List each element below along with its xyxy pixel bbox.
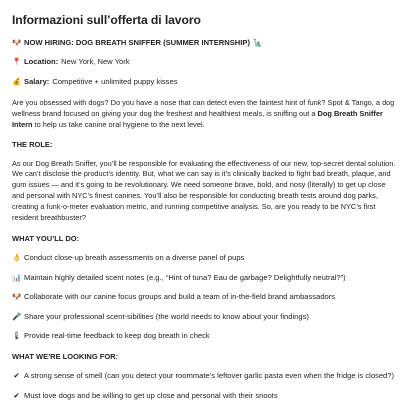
duty-item (12, 312, 397, 323)
salary-label: Salary: (24, 77, 50, 87)
salary-line (12, 77, 397, 88)
looking-heading: WHAT WE’RE LOOKING FOR: (12, 351, 119, 361)
duty-item (12, 273, 397, 284)
chart-icon: 📊 (12, 272, 22, 282)
location-value: New York, New York (61, 56, 130, 66)
requirement-item (12, 371, 397, 382)
headline (12, 38, 397, 49)
requirement-text: Must love dogs and be willing to get up close and personal with their snoots (24, 390, 278, 400)
headline-text: NOW HIRING: DOG BREATH SNIFFER (SUMMER INTERNSHIP) (24, 38, 250, 47)
salary-value: Competitive + unlimited puppy kisses (52, 77, 178, 87)
requirement-text: A strong sense of smell (can you detect your roommate’s leftover garlic pasta even when the fridge is closed?) (24, 370, 395, 380)
statue-of-liberty-icon: 🗽 (252, 38, 263, 47)
intro-text-italic: funk (307, 97, 322, 107)
intro-paragraph (12, 98, 397, 131)
duty-item (12, 292, 397, 303)
duty-item (12, 331, 397, 342)
intro-text-3: to help us take canine oral hygiene to the next level. (32, 119, 205, 129)
role-paragraph: As our Dog Breath Sniffer, you’ll be responsible for evaluating the effectiveness of our new, top-secret dental solution. We can’t disclose the product’s identity. But, what we can say is it’s clinically backed to fight bad breath, plaque, and gum issues — and it’s going to be revolutionary. We need someone brave, bold, and nosy (literally) to get up close and personal with NYC’s finest canines. You’ll also be responsible for conducting breath tests around dog parks, creating a funk-o-meter evaluation metric, and running competitive analysis. So, are you ready to be NYC’s first resident breathbuster? (12, 158, 396, 223)
intro-bold: Dog Breath Sniffer Intern (12, 108, 383, 129)
pin-icon: 📍 (12, 56, 22, 66)
duty-text: Collaborate with our canine focus groups and build a team of in-the-field brand ambassadors (24, 292, 336, 302)
location-label: Location: (24, 56, 59, 66)
location-line (12, 57, 397, 68)
requirement-item (12, 391, 397, 402)
page-title: Informazioni sull’offerta di lavoro (12, 13, 201, 27)
microphone-icon: 🎤 (12, 311, 22, 321)
intro-text-1: Are you obsessed with dogs? Do you have a nose that can detect even the faintest hint of (12, 97, 308, 107)
duty-text: Maintain highly detailed scent notes (e.g., “Hint of tuna? Eau de garbage? Delightfully neutral?”) (24, 272, 346, 282)
duties-heading: WHAT YOU’LL DO: (12, 233, 80, 243)
duty-text: Conduct close-up breath assessments on a diverse panel of pups (24, 252, 245, 262)
check-icon: ✔ (13, 390, 20, 400)
duty-item (12, 253, 397, 264)
money-bag-icon: 💰 (12, 77, 22, 87)
dog-icon: 🐶 (12, 38, 22, 47)
hand-icon: 👌 (12, 252, 22, 262)
intro-text-2: ? Spot & Tango, a dog wellness brand focused on giving your dog the freshest and healthiest meals, is sniffing out a (12, 97, 395, 118)
thermometer-icon: 🌡 (12, 331, 22, 341)
check-icon: ✔ (13, 370, 20, 380)
dog-icon: 🐶 (12, 292, 22, 302)
role-heading: THE ROLE: (12, 139, 53, 149)
duty-text: Share your professional scent-sibilities (the world needs to know about your findings) (24, 311, 309, 321)
duty-text: Provide real-time feedback to keep dog breath in check (24, 331, 210, 341)
